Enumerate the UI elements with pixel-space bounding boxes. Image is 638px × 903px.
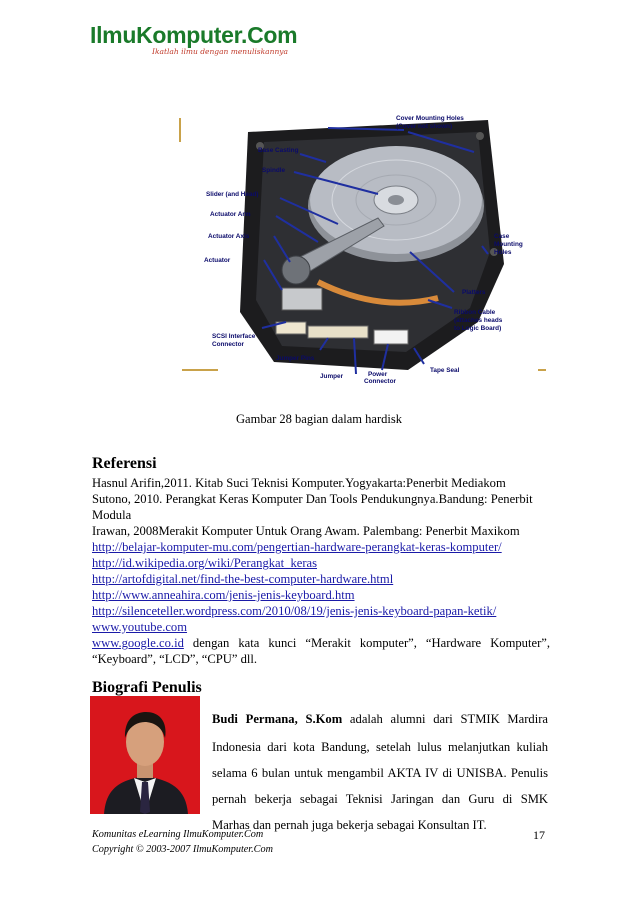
label-cover-holes-note: (Cover not shown) [396,123,453,130]
page-number: 17 [533,828,545,842]
label-tape-seal: Tape Seal [430,367,460,374]
logo-suffix: .Com [241,22,298,48]
label-actuator-axis: Actuator Axis [208,233,250,240]
reference-item: Hasnul Arifin,2011. Kitab Suci Teknisi Komputer.Yogyakarta:Penerbit Mediakom [92,476,506,490]
reference-link[interactable]: http://www.anneahira.com/jenis-jenis-keyboard.htm [92,588,355,602]
label-case-3: Holes [494,249,512,256]
figure-caption: Gambar 28 bagian dalam hardisk [236,412,402,426]
site-logo [90,22,310,62]
label-case-2: Mounting [494,241,523,248]
label-ribbon-3: to Logic Board) [454,325,502,332]
footer-copyright: Copyright © 2003-2007 IlmuKomputer.Com [92,844,273,855]
reference-link[interactable]: http://artofdigital.net/find-the-best-computer-hardware.html [92,572,394,586]
jumper-pins [308,326,368,338]
logo-tagline: Ikatlah ilmu dengan menuliskannya [152,47,288,56]
biografi-heading: Biografi Penulis [92,679,202,696]
google-reference [92,635,550,651]
reference-item: Irawan, 2008Merakit Komputer Untuk Orang Awam. Palembang: Penerbit Maxikom [92,524,520,538]
reference-link[interactable]: www.youtube.com [92,620,188,634]
label-actuator: Actuator [204,257,231,264]
label-spindle: Spindle [262,167,286,174]
reference-link[interactable]: http://id.wikipedia.org/wiki/Perangkat_keras [92,556,318,570]
bio-line [212,712,548,727]
logo-wordmark [90,22,310,48]
mounting-hole [476,132,484,140]
label-power-2: Connector [364,378,396,385]
label-jumper: Jumper [320,373,344,380]
hard-disk-figure [178,112,548,385]
google-reference-text-2: “Keyboard”, “LCD”, “CPU” dll. [92,652,258,666]
actuator-axis [282,256,310,284]
label-platters: Platters [462,289,486,296]
google-link[interactable]: www.google.co.id [92,636,184,650]
power-connector [374,330,408,344]
label-jumper-pins: Jumper Pins [276,355,315,362]
spindle-hub [388,195,404,205]
actuator-magnet [282,288,322,310]
author-name: Budi Permana, S.Kom [212,712,343,726]
bio-line: selama 6 bulan untuk mengambil AKTA IV di UNISBA. Penulis [212,766,548,780]
label-ribbon-1: Ribbon Cable [454,309,496,316]
label-base-casting: Base Casting [258,147,299,154]
reference-link[interactable]: http://silenceteller.wordpress.com/2010/08/19/jenis-jenis-keyboard-papan-ketik/ [92,604,497,618]
footer-community: Komunitas eLearning IlmuKomputer.Com [92,829,264,840]
label-scsi-2: Connector [212,341,244,348]
label-scsi-1: SCSI Interface [212,333,256,340]
referensi-heading: Referensi [92,455,157,472]
label-slider: Slider (and Head) [206,191,259,198]
label-ribbon-2: (attaches heads [454,317,503,324]
logo-name: IlmuKomputer [90,22,242,48]
reference-link[interactable]: http://belajar-komputer-mu.com/pengertian-hardware-perangkat-keras-komputer/ [92,540,502,554]
bio-line: pernah bekerja sebagai Teknisi Jaringan dan Guru di SMK [212,792,548,806]
reference-item: Sutono, 2010. Perangkat Keras Komputer Dan Tools Pendukungnya.Bandung: Penerbit [92,492,533,506]
label-case-1: Case [494,233,510,240]
label-actuator-arm: Actuator Arm [210,211,251,218]
author-photo [90,696,200,814]
google-reference-text: dengan kata kunci “Merakit komputer”, “Hardware Komputer”, [183,636,550,650]
reference-item: Modula [92,508,132,522]
bio-line: Indonesia dari kota Bandung, setelah lulus melanjutkan kuliah [212,740,548,754]
bio-line-1-text: adalah alumni dari STMIK Mardira [342,712,548,726]
label-cover-holes: Cover Mounting Holes [396,115,464,122]
label-power-1: Power [368,371,388,378]
bio-line: Marhas dan pernah juga bekerja sebagai Konsultan IT. [212,818,487,832]
